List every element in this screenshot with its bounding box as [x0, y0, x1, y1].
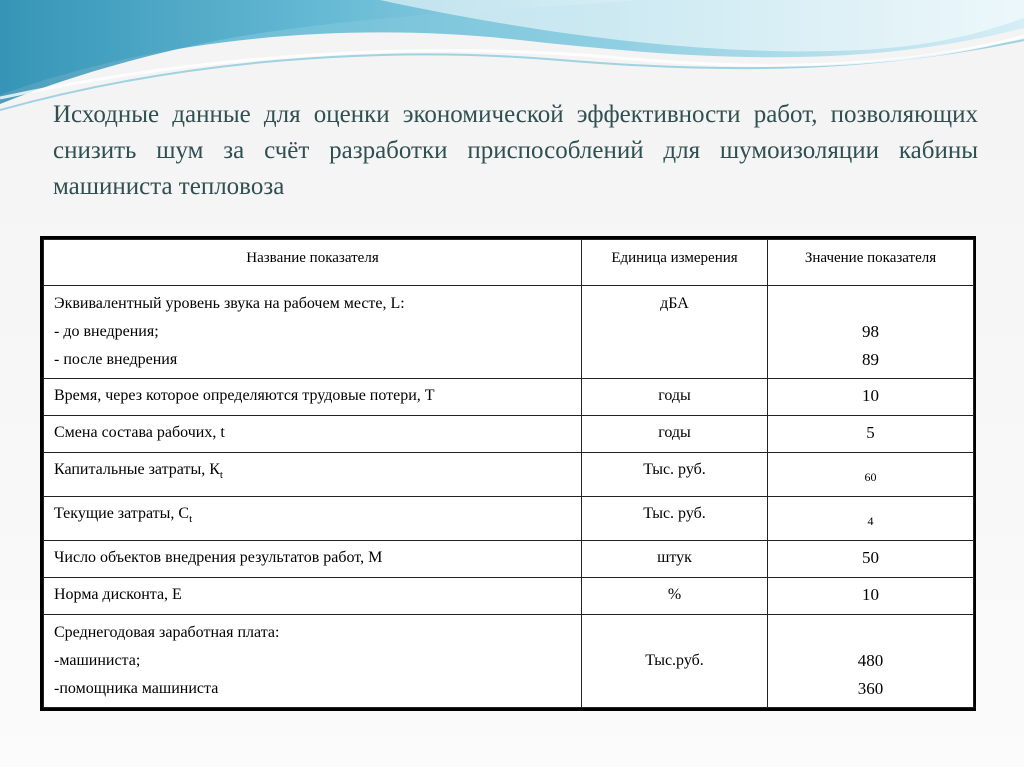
row-unit: Тыс.руб.: [582, 615, 768, 708]
row-value: 4: [768, 497, 974, 541]
table-row: [44, 416, 974, 453]
table-row: [44, 541, 974, 578]
row-sub-item: - до внедрения;: [54, 323, 159, 340]
table-header-row: [44, 240, 974, 286]
row-unit: штук: [582, 541, 768, 578]
indicators-table: [43, 239, 974, 708]
table-row: [44, 578, 974, 615]
table-row: [44, 286, 974, 379]
row-unit: годы: [582, 416, 768, 453]
row-name: Текущие затраты, С: [54, 505, 190, 522]
row-sub-item: - после внедрения: [54, 351, 178, 368]
row-unit: %: [582, 578, 768, 615]
row-value: 50: [768, 541, 974, 578]
row-value: 89: [862, 350, 879, 369]
row-name-cell: [44, 286, 582, 379]
slide-title: Исходные данные для оценки экономической эффективности работ, позволяющих снизить шум за счёт разработки приспособлений для шумоизоляции кабины машиниста тепловоза: [53, 101, 978, 200]
row-value: 360: [857, 679, 884, 698]
row-sub-item: -машиниста;: [54, 652, 141, 669]
row-name-cell: [44, 497, 582, 541]
table-row: [44, 615, 974, 708]
row-value: 98: [862, 322, 879, 341]
row-name: Капитальные затраты, К: [54, 461, 220, 478]
row-name-subscript: t: [189, 513, 193, 526]
row-name: Смена состава рабочих, t: [44, 416, 582, 453]
row-value: 10: [768, 578, 974, 615]
row-name: Время, через которое определяются трудовые потери, Т: [44, 379, 582, 416]
row-name: Норма дисконта, Е: [44, 578, 582, 615]
table-row: [44, 453, 974, 497]
row-name-subscript: t: [219, 469, 223, 482]
row-name: Число объектов внедрения результатов работ, М: [44, 541, 582, 578]
header-name: Название показателя: [44, 240, 582, 286]
row-value-cell: [768, 615, 974, 708]
header-value: Значение показателя: [768, 240, 974, 286]
row-value: 60: [768, 453, 974, 497]
row-unit: дБА: [582, 286, 768, 379]
row-unit: годы: [582, 379, 768, 416]
row-sub-item: -помощника машиниста: [54, 680, 219, 697]
row-name: Среднегодовая заработная плата:: [54, 624, 280, 641]
data-table-container: [40, 236, 976, 711]
row-value-cell: [768, 286, 974, 379]
row-unit: Тыс. руб.: [582, 453, 768, 497]
row-value: 10: [768, 379, 974, 416]
row-name-cell: [44, 615, 582, 708]
row-unit: Тыс. руб.: [582, 497, 768, 541]
row-name: Эквивалентный уровень звука на рабочем месте, L:: [54, 295, 405, 312]
row-value: 5: [768, 416, 974, 453]
header-unit: Единица измерения: [582, 240, 768, 286]
row-name-cell: [44, 453, 582, 497]
row-value: 480: [857, 651, 884, 670]
table-row: [44, 379, 974, 416]
table-row: [44, 497, 974, 541]
